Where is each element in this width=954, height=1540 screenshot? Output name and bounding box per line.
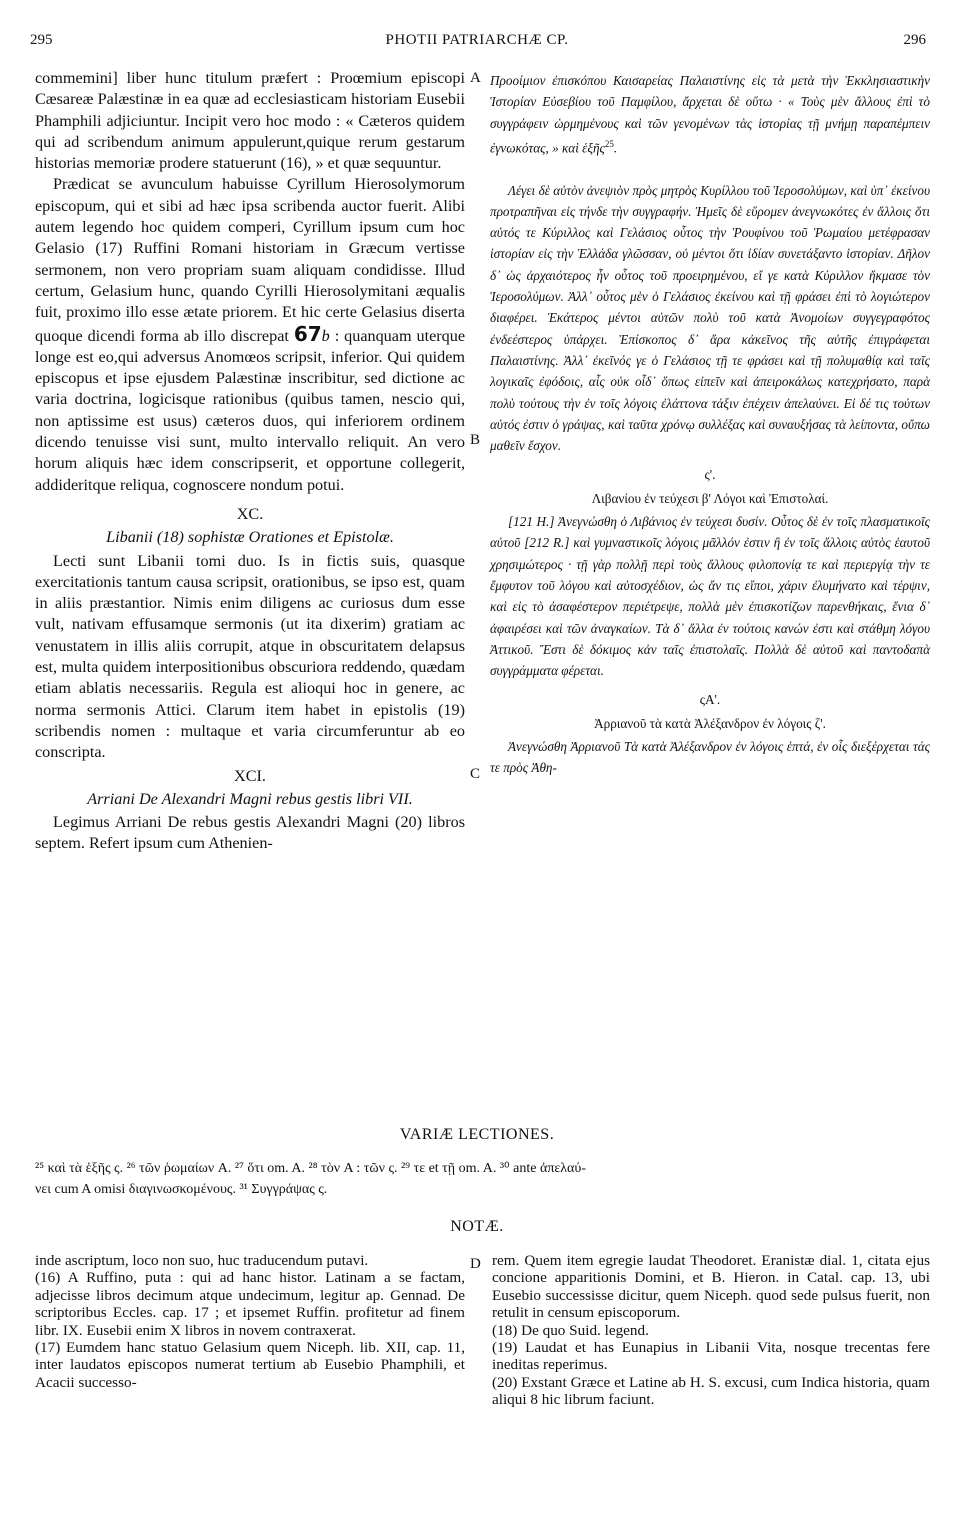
latin-paragraph-1: commemini] liber hunc titulum præfert : Proœmium episcopi Cæsareæ Palæstinæ in ea quæ ad ecclesiasticam historiam Eusebii Phamphili adjiciuntur. Incipit vero hoc modo : « Cæteros quidem qui ad scribendum animum appulerunt,quique rerum gestarum historias memoriæ prodere statuerunt (16), » et quæ sequuntur.: [35, 69, 465, 173]
note-item: inde ascriptum, loco non suo, huc traducendum putavi.: [35, 1252, 369, 1269]
margin-letter-b: B: [470, 432, 481, 448]
section-91-title: Arriani De Alexandri Magni rebus gestis libri VII.: [87, 789, 413, 808]
section-90-title: Libanii (18) sophistæ Orationes et Epistolæ.: [106, 528, 394, 547]
margin-letter-a: A: [470, 70, 481, 86]
page-number-left: 295: [30, 32, 53, 48]
notae-heading: NOTÆ.: [450, 1218, 504, 1235]
note-item: rem. Quem item egregie laudat Theodoret. Eranistæ dial. 1, citata ejus concione apparitionis Domini, et B. Hieron. in Catal. cap. 13, ubi Eusebio successisse dicitur, quem Niceph. quod sede pulsus fuerit, non retulit in censum episcoporum.: [492, 1252, 930, 1322]
page-reference-b: b: [321, 326, 330, 345]
greek-section-91-number: ςΑ'.: [699, 692, 721, 708]
page-number-right: 296: [903, 32, 926, 48]
greek-paragraph-4: Ἀνεγνώσθη Ἀρριανοῦ Τὰ κατὰ Ἀλέξανδρον ἐν λόγοις ἑπτά, ἐν οἷς διεξέρχεται τάς τε πρὸς Ἀθη-: [490, 739, 930, 776]
greek-paragraph-1-text: Προοίμιον ἐπισκόπου Καισαρείας Παλαιστίνης εἰς τὰ μετὰ τὴν Ἐκκλησιαστικὴν Ἱστορίαν Εὐσεβίου τοῦ Παμφίλου, ἄρχεται δὲ οὕτω · « Τοὺς μὲν ἄλλους ἐπὶ τὸ συγγράφειν ὡρμημένους καὶ τῶν γενομένων τὰς ἱστορίας τῇ μνήμῃ παραπέμπειν ἐγνωκότας, » καὶ ἑξῆς: [490, 73, 930, 156]
section-90-number: XC.: [236, 504, 264, 523]
greek-column: [490, 70, 930, 779]
variae-line-2: νει cum A omisi διαγινωσκομένους. ³¹ Συγγράψας ς.: [35, 1182, 328, 1197]
latin-paragraph-2: [35, 174, 465, 495]
notes-left-column: [35, 1252, 465, 1391]
variae-lectiones-heading: VARIÆ LECTIONES.: [399, 1126, 555, 1143]
latin-paragraph-2-text: Prædicat se avunculum habuisse Cyrillum Hierosolymorum episcopum, qui et sibi ad hæc ipsa scribenda auctor fuerit. Alibi autem legendo hoc quidem comperi, Cyrillum ipsum cum hoc Gelasio (17) Ruffini Romani historiam in Græcum vertisse sermonem, non vero propriam suam aliquam condidisse. Illud certum, Gelasium hunc, quando Cyrilli Hierosolymitani æqualis fuit, proximo illo esse ætate priorem. Et hic certe Gelasius diserta quoque dicendi forma ab illo discrepat: [35, 175, 465, 345]
greek-paragraph-1: Προοίμιον ἐπισκόπου Καισαρείας Παλαιστίνης εἰς τὰ μετὰ τὴν Ἐκκλησιαστικὴν Ἱστορίαν Εὐσεβίου τοῦ Παμφίλου, ἄρχεται δὲ οὕτω · « Τοὺς μὲν ἄλλους ἐπὶ τὸ συγγράφειν ὡρμημένους καὶ τῶν γενομένων τὰς ἱστορίας τῇ μνήμῃ παραπέμπειν ἐγνωκότας, » καὶ ἑξῆς$^{25}$.: [490, 73, 930, 156]
greek-paragraph-2: Λέγει δὲ αὐτὸν ἀνεψιὸν πρὸς μητρὸς Κυρίλλου τοῦ Ἱεροσολύμων, καὶ ὑπ᾽ ἐκείνου προτραπῆναι εἰς τήνδε τὴν συγγραφήν. Ἡμεῖς δὲ εὕρομεν ἀνεγνωκότες ἐν ἄλλοις ὅτι αὐτός τε Κύριλλος καὶ Γελάσιος οὗτος τὴν Ῥουφίνου τοῦ Ῥωμαίου μετέφρασαν ἱστορίαν εἰς τὴν Ἑλλάδα γλῶσσαν, οὐ μέντοι ὅτι ἰδίαν συνετάξαντο ἱστορίαν. Δῆλον δ᾽ ὡς ἀρχαιότερος ἦν οὗτος τοῦ προειρημένου, εἴ γε κατὰ Κύριλλον ἤκμασε τὸν Ἱεροσολύμων. Ἀλλ᾽ οὗτος μὲν ὁ Γελάσιος ἐκείνου καὶ τῇ φράσει ἐπὶ τὸ λογιώτερον διαφέρει. Ἑκάτερος μέντοι αὐτῶν πολὺ τοῦ κατὰ Ἀνομοίων συγγεγραφότος ἐνδεέστερος ὑπάρχει. Ἐπίσκοπος δ᾽ ἄρα κἀκεῖνος τῆς αὐτῆς ἐπιγράφεται Παλαιστίνης. Ἀλλ᾽ ἐκεῖνός γε ὁ Γελάσιος τῇ τε φράσει καὶ τῇ πολυμαθίᾳ καὶ ταῖς λογικαῖς ἐφόδοις, αἷς οὐκ οἶδ᾽ ὅπως εἰπεῖν καὶ ἀπειροκάλως κατεχρήσατο, παρὰ πολὺ τούτους τὴν ἐν τοῖς λόγοις ἐλάττονα τάξιν ἐπέχειν ἀπελαύνει. Εἰ δέ τις τούτων αὐτός ἐστιν ὁ γράψας, καὶ ταῦτα χρόνῳ συλλέξας καὶ συναυξήσας τὰ λείποντα, οὔπω μαθεῖν ἔσχον.: [490, 182, 930, 454]
note-item: (19) Laudat et has Eunapius in Libanii Vita, nosque trecentas fere ineditas reperimus.: [492, 1339, 930, 1374]
variae-lectiones: [35, 1158, 930, 1200]
greek-section-91-title: Ἀρριανοῦ τὰ κατὰ Ἀλέξανδρον ἐν λόγοις ζ'.: [594, 715, 826, 731]
note-item: (20) Exstant Græce et Latine ab H. S. excusi, cum Indica historia, quam aliqui 8 hic librum faciunt.: [492, 1373, 930, 1409]
variant-ref-25: 25: [604, 138, 614, 149]
page-reference-67: 67: [293, 321, 322, 346]
latin-paragraph-4: Legimus Arriani De rebus gestis Alexandri Magni (20) libros septem. Refert ipsum cum Athenien-: [35, 813, 465, 853]
margin-letter-d: D: [470, 1256, 481, 1272]
note-item: (16) A Ruffino, puta : qui ad hanc histor. Latinam a se factam, adjecisse libros decimum atque undecimum, legitur ap. Gennad. De scriptoribus Eccles. cap. 17 ; et ipsemet Ruffin. profitetur ad finem libr. IX. Eusebii enim X libros in novem contraxerat.: [35, 1269, 465, 1339]
variae-line-1: ²⁵ καὶ τὰ ἑξῆς ς. ²⁶ τῶν ῥωμαίων A. ²⁷ ὅτι om. A. ²⁸ τὸν A : τῶν ς. ²⁹ τε et τῇ om. A. ³⁰ ante ἀπελαύ-: [35, 1161, 586, 1176]
running-title: PHOTII PATRIARCHÆ CP.: [385, 32, 569, 48]
latin-paragraph-3: Lecti sunt Libanii tomi duo. Is in fictis suis, quasque exercitationis tantum causa scripsit, orationibus, se ipso est, quam in aliis præstantior. Nimis enim diligens ac curiosus dum esse vult, nativam effusamque sermonis (ut ita dixerim) gratiam ac venustatem in illis aliis corrupit, atque in obscuritatem delapsus est, multa quidem interpositionibus obscuriora reddendo, quædam etiam ablatis necessariis. Regula est alioqui hoc in genere, ac norma sermonis Attici. Clarum item habet in epistolis (19) scribendis nomen : multaque et varia circumferuntur ab eo conscripta.: [35, 551, 465, 762]
latin-paragraph-2b-text: : quanquam uterque longe est eo,qui adversus Anomœos scripsit, inferior. Qui quidem episcopus et ipse ejusdem Palæstinæ inscribitur, sed dictione ac varia doctrina, logicisque rationibus (quibus tamen, nescio qui, non aptissime est usus) cæteros duos, qui inferiorem ordinem dicendo tenuisse visi sunt, multo intervallo reliquit. An vero horum aliquis hæc idem conscripserit, et opportune collegerit, addideritque reliqua, cognoscere nondum potui.: [35, 326, 466, 494]
note-item: (17) Eumdem hanc statuo Gelasium quem Niceph. lib. XII, cap. 11, inter laudatos episcopos numerat tertium ab Eusebio Phamphili, et Acacii successo-: [35, 1339, 465, 1391]
greek-section-90-number: ς'.: [704, 467, 716, 483]
greek-paragraph-3: [121 H.] Ἀνεγνώσθη ὁ Λιβάνιος ἐν τεύχεσι δυσίν. Οὗτος δὲ ἐν τοῖς πλασματικοῖς αὐτοῦ [212 R.] καὶ γυμναστικοῖς λόγοις μᾶλλόν ἐστιν ἢ ἐν τοῖς ἄλλοις αὐτὸς ἑαυτοῦ χρησιμώτερος · τῇ γὰρ πολλῇ περὶ τοὺς ἄλλους φιλοπονίᾳ τε καὶ περιεργίᾳ τὴν τε ἔμφυτον τοῦ λόγου καὶ αὐτοσχέδιον, ὡς ἄν τις εἴποι, χάριν ἐλυμήνατο καὶ τέρψιν, καὶ εἰς τὸ ἀσαφέστερον περιέτρεψε, πολλὰ μὲν ἐπισκοτίζων παρενθήκαις, ἔνια δ᾽ ἀφαιρέσει καὶ τῶν ἀναγκαίων. Τὰ δ᾽ ἄλλα ἐν τούτοις κανών ἐστι καὶ στάθμη λόγου Ἀττικοῦ. Ἔστι δὲ δόκιμος κἀν ταῖς ἐπιστολαῖς. Πολλὰ δὲ αὐτοῦ καὶ παντοδαπὰ συγγράμματα φέρεται.: [490, 514, 930, 679]
note-item: (18) De quo Suid. legend.: [492, 1321, 649, 1339]
latin-column: [35, 68, 465, 855]
greek-section-90-title: Λιβανίου ἐν τεύχεσι β' Λόγοι καὶ Ἐπιστολαί.: [591, 490, 829, 506]
margin-letter-c: C: [470, 766, 481, 782]
notes-right-column: [492, 1252, 930, 1409]
section-91-number: XCI.: [234, 766, 266, 785]
